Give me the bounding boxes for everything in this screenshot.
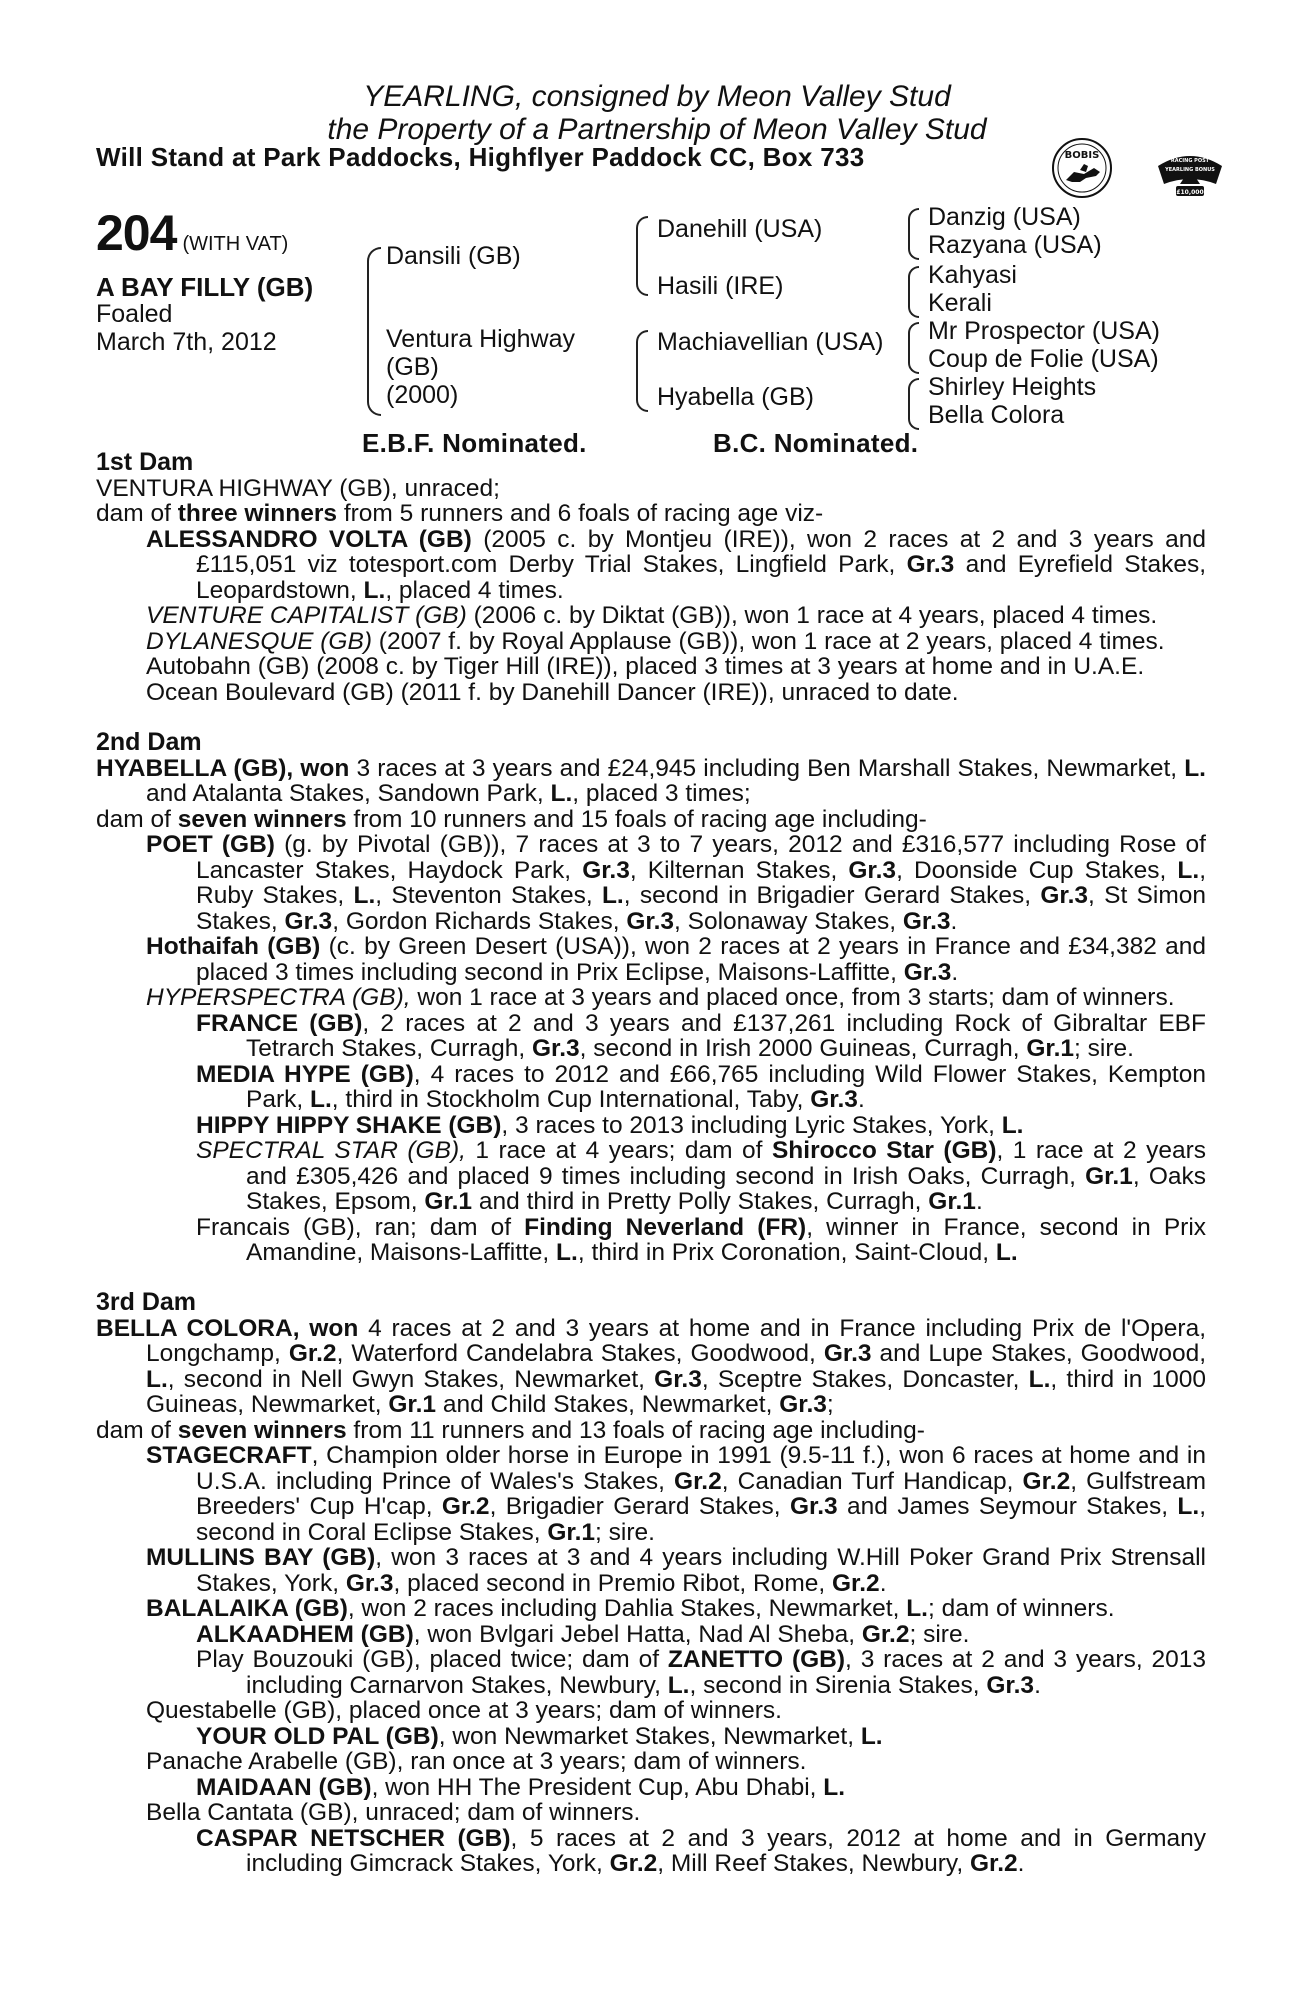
bonus-mid-text: YEARLING BONUS [1165,167,1215,173]
produce-entry: Questabelle (GB), placed once at 3 years; dam of winners. [146,1697,782,1724]
stand-location: Will Stand at Park Paddocks, Highflyer Paddock CC, Box 733 [96,142,865,172]
pedigree-dam-line2: (GB) [386,353,439,381]
foaled-label: Foaled [96,300,173,328]
pedigree-brace-dd [908,378,919,430]
produce-entry: MEDIA HYPE (GB), 4 races to 2012 and £66,765 including Wild Flower Stakes, Kempton Park, L., third in Stockholm Cup International, Taby, Gr.3. [196,1060,1206,1113]
bonus-amount-text: £10,000 [1176,189,1204,196]
lot-number [96,204,288,262]
pedigree-brace-ss [908,208,919,260]
pedigree-dsd: Coup de Folie (USA) [928,345,1159,373]
pedigree-brace-main [367,247,381,416]
produce-entry: POET (GB) (g. by Pivotal (GB)), 7 races at 3 to 7 years, 2012 and £316,577 including Rose of Lancaster Stakes, Haydock Park, Gr.3, Kilternan Stakes, Gr.3, Doonside Cup Stakes, L., Ruby Stakes, L., Steventon Stakes, L., second in Brigadier Gerard Stakes, Gr.3, St Simon Stakes, Gr.3, Gordon Richards Stakes, Gr.3, Solonaway Stakes, Gr.3. [146,831,1207,935]
ebf-nominated: E.B.F. Nominated. [362,428,587,458]
produce-entry: Francais (GB), ran; dam of Finding Neverland (FR), winner in France, second in Prix Amandine, Maisons-Laffitte, L., third in Prix Coronation, Saint-Cloud, L. [196,1213,1207,1266]
produce-entry: Play Bouzouki (GB), placed twice; dam of ZANETTO (GB), 3 races at 2 and 3 years, 2013 including Carnarvon Stakes, Newbury, L., second in Sirenia Stakes, Gr.3. [196,1646,1206,1699]
foaled-info [96,300,277,356]
produce-entry: SPECTRAL STAR (GB), 1 race at 4 years; dam of Shirocco Star (GB), 1 race at 2 years and £305,426 and placed 9 times including second in Irish Oaks, Curragh, Gr.1, Oaks Stakes, Epsom, Gr.1 and third in Pretty Polly Stakes, Curragh, Gr.1. [196,1137,1207,1215]
second-dam-produce-summary: dam of seven winners from 10 runners and 15 foals of racing age including- [96,805,927,833]
produce-entry: STAGECRAFT, Champion older horse in Europe in 1991 (9.5-11 f.), won 6 races at home and in U.S.A. including Prince of Wales's Stakes, Gr.2, Canadian Turf Handicap, Gr.2, Gulfstream Breeders' Cup H'cap, Gr.2, Brigadier Gerard Stakes, Gr.3 and James Seymour Stakes, L., second in Coral Eclipse Stakes, Gr.1; sire. [146,1442,1206,1546]
pedigree-sdd: Kerali [928,289,992,317]
second-dam-section [96,730,1206,1266]
bobis-logo-text: BOBIS [1064,150,1100,161]
produce-entry: HYPERSPECTRA (GB), won 1 race at 3 years and placed once, from 3 starts; dam of winners. [146,984,1175,1011]
pedigree-brace-sd [908,266,919,318]
second-dam-heading: 2nd Dam [96,728,202,756]
bc-nominated: B.C. Nominated. [713,428,919,458]
pedigree-ddd: Bella Colora [928,401,1065,429]
pedigree-ssd: Razyana (USA) [928,231,1102,259]
pedigree-dds: Shirley Heights [928,373,1097,401]
produce-entry: Ocean Boulevard (GB) (2011 f. by Danehill Dancer (IRE)), unraced to date. [146,678,959,706]
produce-entry: BALALAIKA (GB), won 2 races including Dahlia Stakes, Newmarket, L.; dam of winners. [146,1595,1115,1622]
third-dam-heading: 3rd Dam [96,1288,197,1316]
yearling-bonus-logo [1152,144,1228,200]
first-dam-heading: 1st Dam [96,448,194,476]
lot-number-value: 204 [96,205,177,261]
produce-entry: MAIDAAN (GB), won HH The President Cup, Abu Dhabi, L. [196,1773,846,1801]
first-dam-produce-summary: dam of three winners from 5 runners and 6 foals of racing age viz- [96,500,824,527]
consignor-line: YEARLING, consigned by Meon Valley Stud [363,80,951,113]
pedigree-sds: Kahyasi [928,261,1017,289]
lot-description: A BAY FILLY (GB) [96,272,314,302]
pedigree-dam-sire: Machiavellian (USA) [657,328,884,356]
produce-entry: Panache Arabelle (GB), ran once at 3 years; dam of winners. [146,1748,807,1775]
produce-entry: Bella Cantata (GB), unraced; dam of winners. [146,1799,641,1826]
first-dam-section [96,450,1206,705]
produce-entry: ALESSANDRO VOLTA (GB) (2005 c. by Montjeu (IRE)), won 2 races at 2 and 3 years and £115,051 viz totesport.com Derby Trial Stakes, Lingfield Park, Gr.3 and Eyrefield Stakes, Leopardstown, L., placed 4 times. [146,525,1207,604]
bobis-logo [1050,136,1114,200]
third-dam-section [96,1290,1206,1877]
produce-entry: HIPPY HIPPY SHAKE (GB), 3 races to 2013 including Lyric Stakes, York, L. [196,1111,1024,1139]
pedigree-dam [386,325,575,409]
produce-entry: CASPAR NETSCHER (GB), 5 races at 2 and 3 years, 2012 at home and in Germany including Gimcrack Stakes, York, Gr.2, Mill Reef Stakes, Newbury, Gr.2. [196,1824,1206,1877]
pedigree-brace-dam [636,330,648,412]
pedigree-sire-sire: Danehill (USA) [657,215,823,243]
second-dam-intro: HYABELLA (GB), won 3 races at 3 years and £24,945 including Ben Marshall Stakes, Newmarket, L. and Atalanta Stakes, Sandown Park, L., placed 3 times; [96,754,1206,807]
produce-entry: VENTURE CAPITALIST (GB) (2006 c. by Diktat (GB)), won 1 race at 4 years, placed 4 times. [146,602,1158,629]
pedigree-sss: Danzig (USA) [928,203,1081,231]
produce-entry: MULLINS BAY (GB), won 3 races at 3 and 4 years including W.Hill Poker Grand Prix Strensall Stakes, York, Gr.3, placed second in Premio Ribot, Rome, Gr.2. [146,1544,1206,1597]
bonus-top-text: RACING POST [1170,158,1210,164]
produce-entry: ALKAADHEM (GB), won Bvlgari Jebel Hatta, Nad Al Sheba, Gr.2; sire. [196,1620,970,1648]
third-dam-intro: BELLA COLORA, won 4 races at 2 and 3 years at home and in France including Prix de l'Opera, Longchamp, Gr.2, Waterford Candelabra Stakes, Goodwood, Gr.3 and Lupe Stakes, Goodwood, L., second in Nell Gwyn Stakes, Newmarket, Gr.3, Sceptre Stakes, Doncaster, L., third in 1000 Guineas, Newmarket, Gr.1 and Child Stakes, Newmarket, Gr.3; [96,1314,1206,1418]
third-dam-produce-summary: dam of seven winners from 11 runners and 13 foals of racing age including- [96,1416,925,1444]
property-line: the Property of a Partnership of Meon Valley Stud [327,113,987,146]
produce-entry: FRANCE (GB), 2 races at 2 and 3 years and £137,261 including Rock of Gibraltar EBF Tetrarch Stakes, Curragh, Gr.3, second in Irish 2000 Guineas, Curragh, Gr.1; sire. [196,1009,1206,1062]
produce-entry: DYLANESQUE (GB) (2007 f. by Royal Applause (GB)), won 1 race at 2 years, placed 4 times. [146,627,1165,655]
vat-label: (WITH VAT) [182,233,289,255]
pedigree-sire: Dansili (GB) [386,242,521,270]
first-dam-intro: VENTURA HIGHWAY (GB), unraced; [96,474,500,502]
pedigree-dam-line3: (2000) [386,381,459,409]
produce-entry: Autobahn (GB) (2008 c. by Tiger Hill (IRE)), placed 3 times at 3 years at home and in U.A.E. [146,653,1145,680]
produce-entry: Hothaifah (GB) (c. by Green Desert (USA)), won 2 races at 2 years in France and £34,382 and placed 3 times including second in Prix Eclipse, Maisons-Laffitte, Gr.3. [146,933,1207,986]
pedigree-sire-dam: Hasili (IRE) [657,272,784,300]
pedigree-dam-line1: Ventura Highway [386,325,576,353]
produce-entry: YOUR OLD PAL (GB), won Newmarket Stakes, Newmarket, L. [196,1722,883,1750]
pedigree-dss: Mr Prospector (USA) [928,317,1160,345]
pedigree-brace-ds [908,322,919,374]
pedigree-brace-sire [636,216,648,296]
foaled-date: March 7th, 2012 [96,328,277,356]
pedigree-dam-dam: Hyabella (GB) [657,383,814,411]
